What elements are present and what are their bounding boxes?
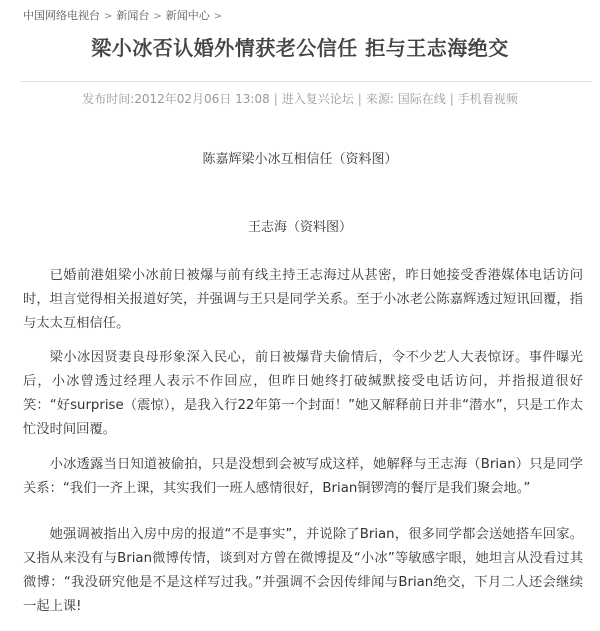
meta-separator: | [273, 92, 278, 106]
image-caption-1: 陈嘉辉梁小冰互相信任（资料图） [202, 152, 398, 167]
forum-link[interactable]: 进入复兴论坛 [281, 92, 354, 106]
article-body [23, 264, 583, 631]
source-link[interactable]: 国际在线 [397, 92, 446, 106]
image-caption-2: 王志海（资料图） [247, 220, 352, 235]
article-paragraph: 已婚前港姐梁小冰前日被爆与前有线主持王志海过从甚密，昨日她接受香港媒体电话访问时，坦言觉得相关报道好笑，并强调与王只是同学关系。至于小冰老公陈嘉辉透过短讯回覆，指与太太互相信任。 [23, 268, 583, 331]
article-title: 梁小冰否认婚外情获老公信任 拒与王志海绝交 [91, 36, 509, 60]
title-divider [20, 81, 592, 82]
article-paragraph: 梁小冰因贤妻良母形象深入民心，前日被爆背夫偷情后，令不少艺人大表惊讶。事件曝光后，小冰曾透过经理人表示不作回应，但昨日她终打破缄默接受电话访问，并指报道很好笑：“好surprise（震惊），是我入行22年第一个封面！”她又解释前日并非“潜水”，只是工作太忙没时间回覆。 [23, 350, 583, 437]
breadcrumb-separator-icon: > [104, 11, 113, 22]
article-paragraph: 小冰透露当日知道被偷拍，只是没想到会被写成这样，她解释与王志海（Brian）只是同学关系：“我们一齐上课，其实我们一班人感情很好，Brian铜锣湾的餐厅是我们聚会地。” [23, 457, 583, 496]
breadcrumb-separator-icon: > [213, 11, 223, 22]
breadcrumb-item-news-center[interactable]: 新闻中心 [165, 9, 210, 22]
publish-time: 发布时间:2012年02月06日 13:08 [82, 92, 270, 106]
breadcrumb-item-news-channel[interactable]: 新闻台 [116, 9, 150, 22]
article-meta [0, 91, 600, 107]
breadcrumb-item-cntv[interactable]: 中国网络电视台 [23, 9, 100, 22]
meta-separator: | [357, 92, 362, 106]
article-paragraph: 她强调被指出入房中房的报道“不是事实”，并说除了Brian，很多同学都会送她搭车回家。又指从来没有与Brian微博传情，谈到对方曾在微博提及“小冰”等敏感字眼，她坦言从没看过其微博：“我没研究他是不是这样写过我。”并强调不会因传绯闻与Brian绝交，下月二人还会继续一起上课! [23, 527, 583, 614]
breadcrumb-separator-icon: > [153, 11, 162, 22]
meta-separator: | [449, 92, 454, 106]
source-label: 来源: [365, 92, 394, 106]
mobile-video-link[interactable]: 手机看视频 [457, 92, 518, 106]
breadcrumb [23, 9, 226, 24]
